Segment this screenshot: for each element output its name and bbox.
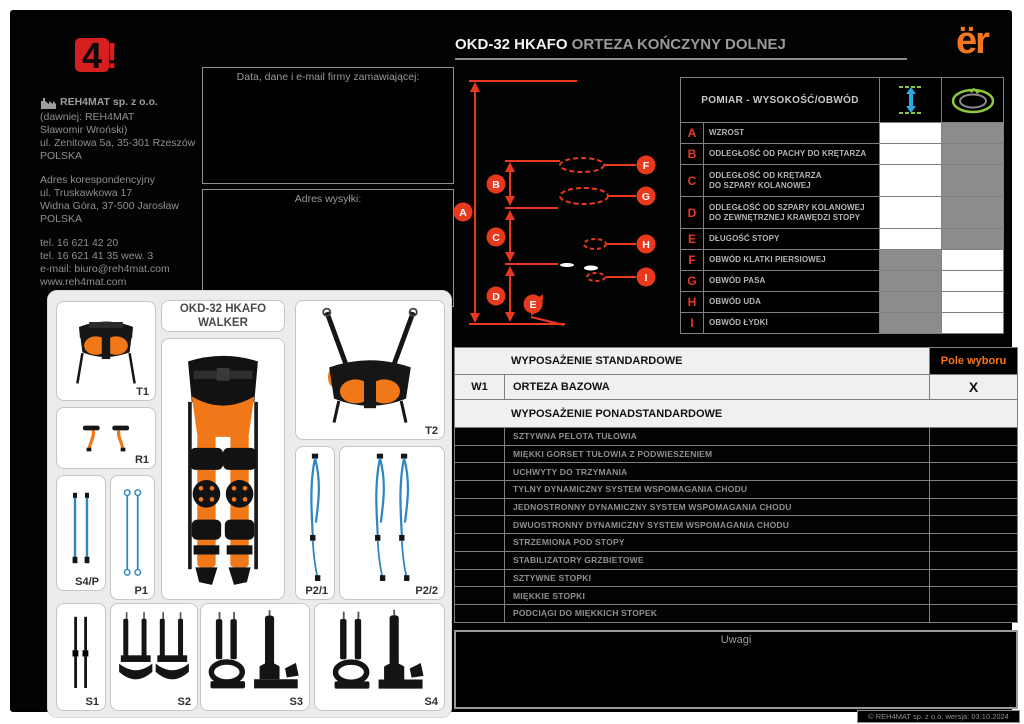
product-image-p2-2 [344,451,440,585]
page-title [455,36,915,53]
choice-cell[interactable] [929,587,1017,604]
equipment-code-cell [455,587,504,604]
girth-value-disabled [941,229,1003,249]
product-card-s4 [314,603,445,711]
row-letter: F [688,253,696,267]
equipment-code-cell [455,499,504,516]
row-label: OBWÓD UDA [703,292,879,312]
choice-cell[interactable] [929,428,1017,445]
equipment-code-cell [455,446,504,463]
walker-title-line1: OKD-32 HKAFO [179,303,267,315]
equipment-label: MIĘKKIE STOPKI [504,587,929,604]
product-image-s1 [61,608,101,696]
girth-value-disabled [941,123,1003,143]
measurement-table [680,77,1004,334]
equipment-label: ORTEZA BAZOWA [504,375,929,399]
notes-label: Uwagi [720,634,752,646]
product-card-s3 [200,603,310,711]
corr-address-label: Adres korespondencyjny [40,174,155,186]
svg-text:H: H [642,239,650,251]
svg-text:D: D [492,291,500,303]
girth-value-input[interactable] [941,292,1003,312]
product-image-r1 [61,412,151,454]
svg-text:C: C [492,232,500,244]
row-label: DŁUGOŚĆ STOPY [703,229,879,249]
equipment-code-cell [455,428,504,445]
choice-cell[interactable] [929,570,1017,587]
product-image-p1 [115,480,150,585]
equipment-code-cell [455,516,504,533]
row-label: ODLEGŁOŚĆ OD PACHY DO KRĘTARZA [703,144,879,164]
svg-text:I: I [644,272,648,284]
svg-text:E: E [529,299,537,311]
order-data-label: Data, dane i e-mail firmy zamawiającej: [236,71,420,83]
choice-cell[interactable] [929,446,1017,463]
product-label: T1 [136,386,149,398]
choice-cell[interactable] [929,605,1017,622]
corr-street: ul. Truskawkowa 17 [40,187,133,199]
choice-cell[interactable] [929,499,1017,516]
phone-2: tel. 16 621 41 35 wew. 3 [40,250,154,262]
height-value-input[interactable] [879,229,941,249]
product-label: S4/P [75,576,99,588]
choice-cell-checked[interactable]: X [929,375,1017,399]
row-label: OBWÓD ŁYDKI [703,313,879,333]
product-label: S3 [289,696,303,708]
notes-field[interactable] [454,630,1018,709]
girth-value-input[interactable] [941,250,1003,270]
product-card-p1 [110,475,155,600]
standard-equipment-header: WYPOSAŻENIE STANDARDOWE [511,355,683,367]
product-image-p2-1 [300,451,330,585]
height-value-input[interactable] [879,123,941,143]
choice-cell[interactable] [929,463,1017,480]
choice-column-header: Pole wyboru [929,348,1017,374]
logo-number: 4 [82,35,103,76]
height-value-input[interactable] [879,144,941,164]
title-description: ORTEZA KOŃCZYNY DOLNEJ [567,36,786,53]
equipment-code-cell [455,605,504,622]
product-image-s3 [205,608,305,696]
svg-text:G: G [641,191,651,203]
equipment-code-cell [455,552,504,569]
version-footer: © REH4MAT sp. z o.o. wersja: 03.10.2024 [857,710,1020,723]
walker-title-line2: WALKER [198,317,248,329]
row-letter: H [687,295,697,309]
measurement-table-header: POMIAR - WYSOKOŚĆ/OBWÓD [701,94,859,106]
row-label: WZROST [703,123,879,143]
row-letter: A [687,126,697,140]
product-card-s2 [110,603,198,711]
height-value-disabled [879,271,941,291]
er-brand-logo: ër [956,20,988,62]
measurement-letter-markers [454,156,656,314]
circumference-icon [941,78,1003,122]
product-label: P1 [134,585,148,597]
product-gallery [47,290,452,718]
product-image-t1 [61,306,151,386]
corr-city: Widna Góra, 37-500 Jarosław [40,200,179,212]
equipment-label: JEDNOSTRONNY DYNAMICZNY SYSTEM WSPOMAGANIA CHODU [504,499,929,516]
choice-cell[interactable] [929,481,1017,498]
girth-value-input[interactable] [941,313,1003,333]
equipment-table [454,347,1018,623]
extra-equipment-header: WYPOSAŻENIE PONADSTANDARDOWE [511,407,723,420]
product-label: P2/1 [305,585,328,597]
product-card-p2-1 [295,446,335,600]
height-value-input[interactable] [879,165,941,196]
height-value-input[interactable] [879,197,941,228]
equipment-label: MIĘKKI GORSET TUŁOWIA Z PODWIESZENIEM [504,446,929,463]
product-card-s4p [56,475,106,591]
row-letter: B [687,147,697,161]
product-card-s1 [56,603,106,711]
logo-exclamation: ! [106,35,118,76]
title-underline [455,58,907,60]
product-label: S4 [424,696,438,708]
height-arrow-icon [879,78,941,122]
product-card-p2-2 [339,446,445,600]
email: e-mail: biuro@reh4mat.com [40,263,170,275]
company-former-line1: (dawniej: REH4MAT [40,111,135,123]
equipment-label: UCHWYTY DO TRZYMANIA [504,463,929,480]
website: www.reh4mat.com [40,276,127,288]
company-street: ul. Zenitowa 5a, 35-301 Rzeszów [40,137,196,149]
row-label: OBWÓD KLATKI PIERSIOWEJ [703,250,879,270]
company-name: REH4MAT sp. z o.o. [60,96,158,108]
equipment-code-cell [455,481,504,498]
product-card-r1 [56,407,156,469]
equipment-label: SZTYWNE STOPKI [504,570,929,587]
equipment-label: STRZEMIONA POD STOPY [504,534,929,551]
equipment-code-cell [455,463,504,480]
corr-country: POLSKA [40,213,83,225]
measurement-diagram [452,67,682,339]
equipment-label: DWUOSTRONNY DYNAMICZNY SYSTEM WSPOMAGANIA CHODU [504,516,929,533]
product-image-walker [166,343,280,595]
girth-value-disabled [941,144,1003,164]
equipment-label: TYLNY DYNAMICZNY SYSTEM WSPOMAGANIA CHODU [504,481,929,498]
equipment-label: SZTYWNA PELOTA TUŁOWIA [504,428,929,445]
equipment-code: W1 [471,381,488,393]
row-letter: E [687,232,696,246]
svg-text:A: A [459,207,467,219]
product-image-s4 [319,608,440,696]
product-label: T2 [425,425,438,437]
row-label: ODLEGŁOŚĆ OD KRĘTARZA DO SZPARY KOLANOWEJ [703,165,879,196]
girth-value-input[interactable] [941,271,1003,291]
product-label: P2/2 [415,585,438,597]
product-image-s2 [115,608,193,696]
choice-cell[interactable] [929,534,1017,551]
shipping-address-label: Adres wysyłki: [294,193,362,205]
choice-cell[interactable] [929,552,1017,569]
equipment-label: STABILIZATORY GRZBIETOWE [504,552,929,569]
row-label: ODLEGŁOŚĆ OD SZPARY KOLANOWEJ DO ZEWNĘTRZNEJ KRAWĘDZI STOPY [703,197,879,228]
hand-highlights [560,263,598,271]
factory-icon [40,97,56,109]
company-former-line2: Sławomir Wroński) [40,124,128,136]
row-letter: G [687,274,697,288]
company-info [40,96,205,300]
equipment-code-cell [455,570,504,587]
product-card-t2 [295,300,445,440]
equipment-label: PODCIĄGI DO MIĘKKICH STOPEK [504,605,929,622]
title-model: OKD-32 HKAFO [455,36,568,53]
height-value-disabled [879,250,941,270]
height-value-disabled [879,313,941,333]
height-value-disabled [879,292,941,312]
girth-value-disabled [941,197,1003,228]
row-letter: C [687,173,697,188]
product-image-s4p [61,480,101,576]
product-label: S2 [177,696,191,708]
row-label: OBWÓD PASA [703,271,879,291]
product-card-walker [161,338,285,600]
product-label: R1 [134,454,149,466]
row-letter: I [690,316,694,330]
row-letter: D [687,205,697,220]
svg-text:F: F [642,160,650,172]
form-sheet [10,10,1012,721]
svg-text:B: B [492,179,500,191]
choice-cell[interactable] [929,516,1017,533]
product-label: S1 [85,696,99,708]
equipment-code-cell [455,534,504,551]
girth-value-disabled [941,165,1003,196]
company-country: POLSKA [40,150,83,162]
order-data-field[interactable] [202,67,454,184]
product-card-t1 [56,301,156,401]
phone-1: tel. 16 621 42 20 [40,237,119,249]
product-image-t2 [300,305,440,425]
walker-title-card [161,300,285,332]
reh4mat-4-logo [75,36,121,76]
